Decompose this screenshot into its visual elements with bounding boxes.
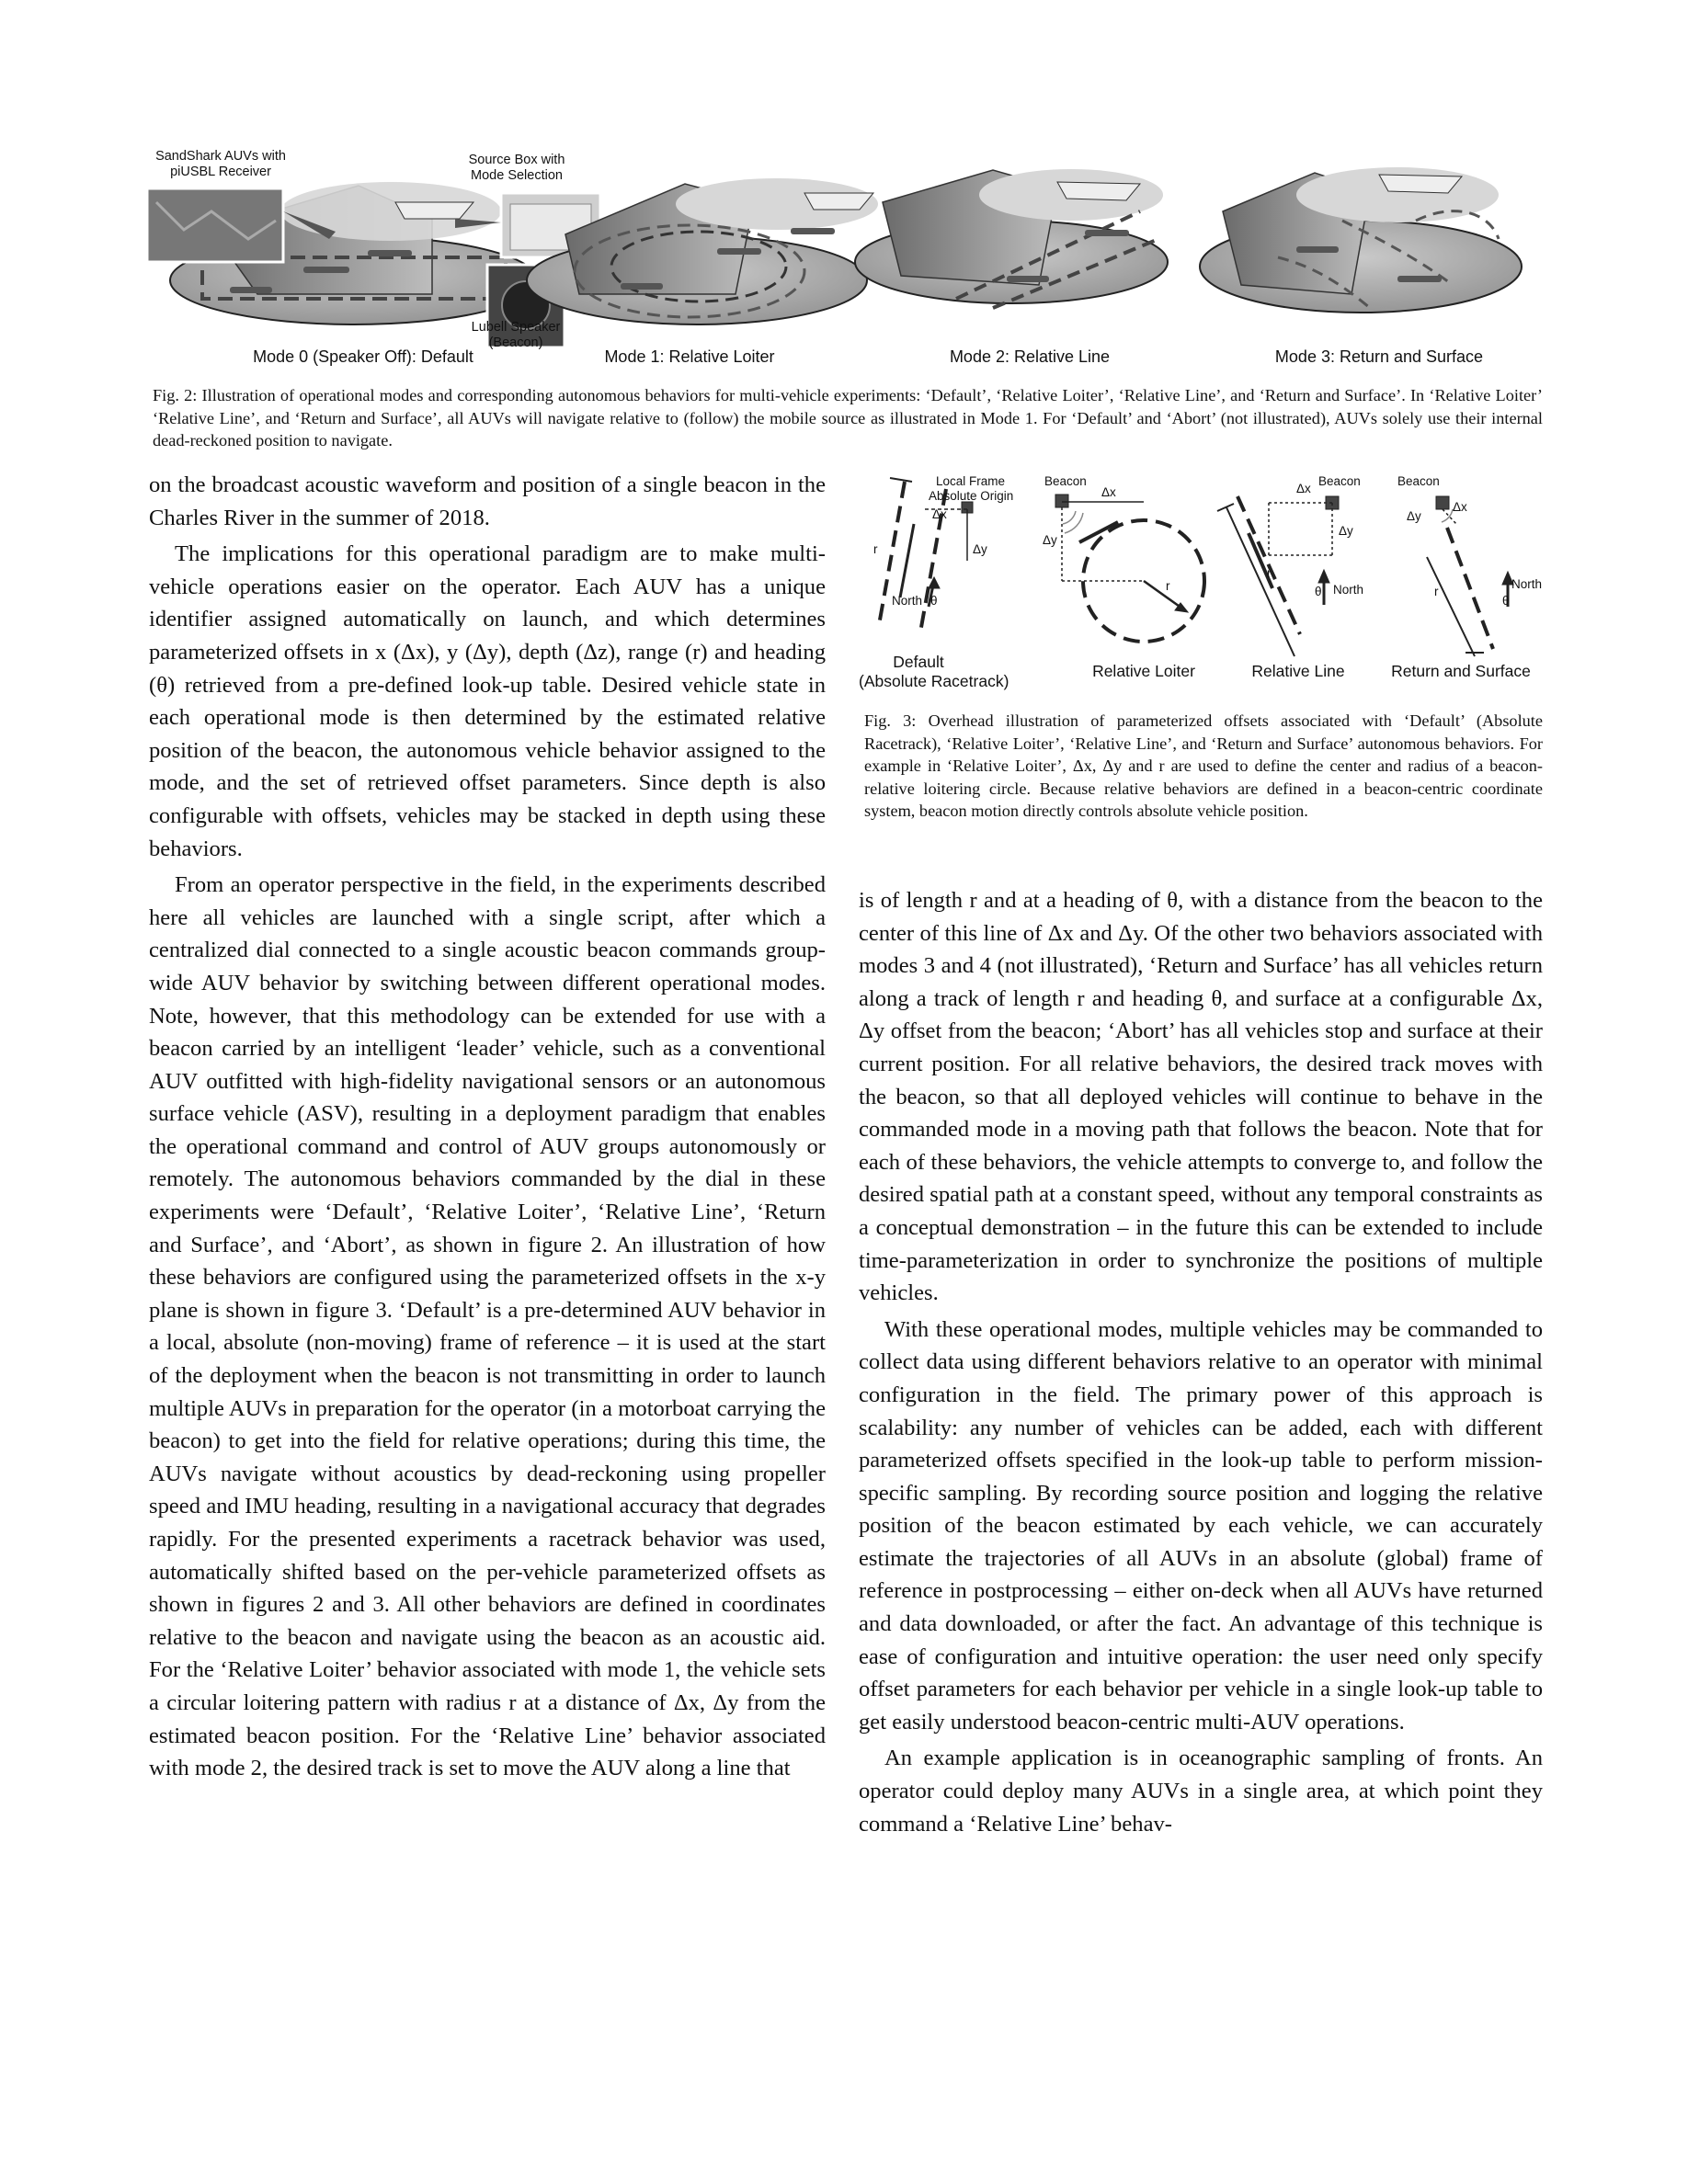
label-source-box: Source Box with Mode Selection [468,153,565,183]
figure-3 [859,469,1548,699]
label-theta-default: θ [930,594,938,608]
paragraph: is of length r and at a heading of θ, with a distance from the beacon to the center of this line of Δx and Δy. Of the other two behaviors associated with modes 3 and 4 (not illustrated), ‘Return and Surface’ has all vehicles return along a track of length r and heading θ, and surface at a configurable Δx, Δy offset from the beacon; ‘Abort’ has all vehicles stop and surface at their current position. For all relative behaviors, the desired track moves with the beacon, so that all deployed vehicles will continue to behave in the commanded mode in a moving path that follows the beacon. Note that for each of these behaviors, the vehicle attempts to converge to, and follow the desired spatial path at a constant speed, without any temporal constraints as a conceptual demonstration – in the future this can be extended to include time-parameterization in order to synchronize the positions of multiple vehicles. [859,888,1543,1306]
label-local-frame: Local Frame [936,474,1006,488]
right-column [859,884,1543,1840]
label-absolute-origin: Absolute Origin [929,489,1014,503]
mode-1-label: Mode 1: Relative Loiter [604,347,775,366]
label-dx-return: Δx [1453,500,1467,514]
panel-title-relative-loiter: Relative Loiter [1092,662,1195,680]
label-theta-return: θ [1502,594,1510,608]
panel-return-and-surface [1427,496,1513,656]
panel-title-default-line1: Default [893,653,944,671]
label-r-line: r [1267,566,1272,580]
mode-3-scene [1200,167,1522,313]
figure-2-illustration [147,147,1545,377]
panel-relative-line [1217,496,1339,656]
figure-2-caption: Fig. 2: Illustration of operational modes and corresponding autonomous behaviors for multi-vehicle experiments: ‘Default’, ‘Relative Loiter’, ‘Relative Line’, and ‘Return and Surface’. In ‘Relative Loiter’ ‘Relative Line’, and ‘Return and Surface’, all AUVs will navigate relative to (follow) the mobile source as illustrated in Mode 1. For ‘Default’ and ‘Abort’ (not illustrated), AUVs solely use their internal dead-reckoned position to navigate. [153,386,1543,449]
label-r-default: r [873,542,878,556]
label-theta-line: θ [1315,585,1322,598]
label-beacon-line: Beacon [1318,474,1361,488]
label-dy-default: Δy [973,542,987,556]
panel-title-default-line2: (Absolute Racetrack) [859,672,1009,690]
label-dx-line: Δx [1296,482,1311,495]
label-dy-return: Δy [1407,509,1421,523]
label-dy-line: Δy [1339,524,1353,538]
panel-title-relative-line: Relative Line [1251,662,1345,680]
paragraph: With these operational modes, multiple vehicles may be commanded to collect data using different behaviors relative to an operator with minimal configuration in the field. The primary power of this approach is scalability: any number of vehicles can be added, each with different parameterized offsets specified in the look-up table to perform mission-specific sampling. By recording source position and logging the relative position of the beacon estimated by each vehicle, we can accurately estimate the trajectories of all AUVs in an absolute (global) frame of reference in postprocessing – either on-deck when all AUVs have returned and data downloaded, or after the fact. An advantage of this technique is ease of configuration and intuitive operation: the user need only specify offset parameters for each behavior per vehicle in a single look-up table to get easily understood beacon-centric multi-AUV operations. [859,1316,1543,1735]
panel-title-return-and-surface: Return and Surface [1391,662,1531,680]
panel-title-default [859,653,1009,691]
panel-relative-loiter [1055,495,1204,642]
paragraph: on the broadcast acoustic waveform and position of a single beacon in the Charles River in the summer of 2018. [149,472,826,530]
paragraph: From an operator perspective in the field, in the experiments described here all vehicles are launched with a single script, after which a centralized dial connected to a single acoustic beacon commands group-wide AUV behavior by switching between different operational modes. Note, however, that this methodology can be extended for use with a beacon carried by an intelligent ‘leader’ vehicle, such as a conventional AUV outfitted with high-fidelity navigational sensors or an autonomous surface vehicle (ASV), resulting in a deployment paradigm that enables the operational command and control of AUV groups autonomously or remotely. The autonomous behaviors commanded by the dial in these experiments were ‘Default’, ‘Relative Loiter’, ‘Relative Line’, ‘Return and Surface’, and ‘Abort’, as shown in figure 2. An illustration of how these behaviors are configured using the parameterized offsets in the x-y plane is shown in figure 3. ‘Default’ is a pre-determined AUV behavior in a local, absolute (non-moving) frame of reference – it is used at the start of the deployment when the beacon is not transmitting in order to launch multiple AUVs in preparation for the operator (in a motorboat carrying the beacon) to get into the field for relative operations; during this time, the AUVs navigate without acoustics by dead-reckoning using propeller speed and IMU heading, resulting in a navigational accuracy that degrades rapidly. For the presented experiments a racetrack behavior was used, automatically shifted based on the per-vehicle parameterized offsets as shown in figures 2 and 3. All other behaviors are defined in coordinates relative to the beacon and navigate using the beacon as an acoustic aid. For the ‘Relative Loiter’ behavior associated with mode 1, the vehicle sets a circular loitering pattern with radius r at a distance of Δx, Δy from the estimated beacon position. For the ‘Relative Line’ behavior associated with mode 2, the desired track is set to move the AUV along a line that [149,872,826,1781]
label-r-return: r [1434,585,1439,598]
label-dx-default: Δx [932,507,947,521]
label-beacon-loiter: Beacon [1044,474,1087,488]
figure-3-caption: Fig. 3: Overhead illustration of parameterized offsets associated with ‘Default’ (Absolute Racetrack), ‘Relative Loiter’, ‘Relative Line’, and ‘Return and Surface’ autonomous behaviors. For example in ‘Relative Loiter’, Δx, Δy and r are used to define the center and radius of a beacon-relative loitering circle. Because relative behaviors are defined in a beacon-centric coordinate system, beacon motion directly controls absolute vehicle position. [864,711,1543,820]
mode-2-label: Mode 2: Relative Line [949,347,1111,366]
label-north-default: North [892,594,923,608]
paragraph: The implications for this operational paradigm are to make multi-vehicle operations easier on the operator. Each AUV has a unique identifier assigned automatically on launch, and which determines parameterized offsets in x (Δx), y (Δy), depth (Δz), range (r) and heading (θ) retrieved from a pre-defined look-up table. Desired vehicle state in each operational mode is then determined by the estimated relative position of the beacon, the autonomous vehicle behavior assigned to the mode, and the set of retrieved offset parameters. Since depth is also configurable with offsets, vehicles may be stacked in depth using these behaviors. [149,541,826,861]
label-north-return: North [1511,577,1543,591]
label-lubell-speaker: Lubell Speaker (Beacon) [471,320,561,350]
label-north-line: North [1333,583,1364,597]
mode-0-label: Mode 0 (Speaker Off): Default [253,347,473,366]
label-dy-loiter: Δy [1043,533,1057,547]
mode-3-label: Mode 3: Return and Surface [1274,347,1484,366]
label-dx-loiter: Δx [1101,485,1116,499]
left-column [149,469,826,1785]
label-r-loiter: r [1166,579,1170,593]
label-sandshark-auvs: SandShark AUVs with piUSBL Receiver [155,149,286,179]
label-beacon-return: Beacon [1397,474,1440,488]
paragraph: An example application is in oceanographic sampling of fronts. An operator could deploy many AUVs in a single area, at which point they command a ‘Relative Line’ behav- [859,1746,1543,1837]
figure-2 [147,147,1545,377]
mode-2-scene [855,169,1168,308]
